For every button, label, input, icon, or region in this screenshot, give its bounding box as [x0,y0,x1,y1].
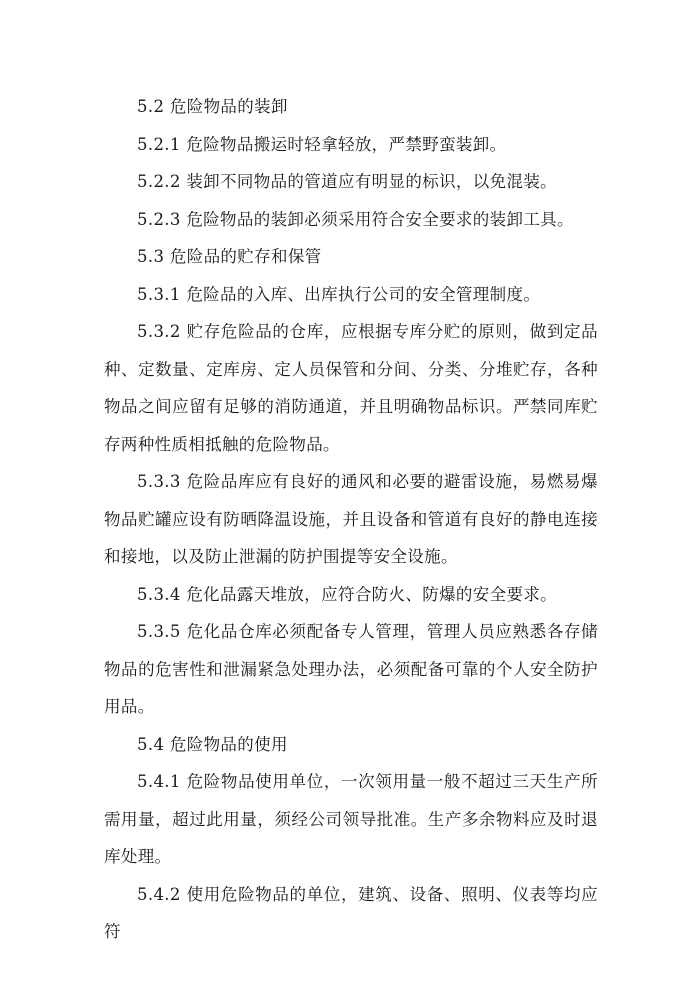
clause-5-3-3: 5.3.3 危险品库应有良好的通风和必要的避雷设施，易燃易爆物品贮罐应设有防晒降温设施，并且设备和管道有良好的静电连接和接地，以及防止泄漏的防护围提等安全设施。 [104,472,598,566]
clause-5-2-3: 5.2.3 危险物品的装卸必须采用符合安全要求的装卸工具。 [137,209,574,229]
clause-5-3-1: 5.3.1 危险品的入库、出库执行公司的安全管理制度。 [137,284,541,304]
clause-5-3-5: 5.3.5 危化品仓库必须配备专人管理，管理人员应熟悉各存储物品的危害性和泄漏紧急处理办法，必须配备可靠的个人安全防护用品。 [104,622,598,716]
section-heading-5-3: 5.3 危险品的贮存和保管 [137,247,322,266]
section-heading-5-2: 5.2 危险物品的装卸 [137,97,288,116]
document-body [104,88,598,951]
clause-5-4-2: 5.4.2 使用危险物品的单位，建筑、设备、照明、仪表等均应符 [104,884,598,941]
clause-5-3-2: 5.3.2 贮存危险品的仓库，应根据专库分贮的原则，做到定品种、定数量、定库房、定人员保管和分间、分类、分堆贮存，各种物品之间应留有足够的消防通道，并且明确物品标识。严禁同库贮存两种性质相抵触的危险物品。 [104,322,598,454]
clause-5-4-1: 5.4.1 危险物品使用单位，一次领用量一般不超过三天生产所需用量，超过此用量，须经公司领导批准。生产多余物料应及时退库处理。 [104,772,598,866]
section-heading-5-4: 5.4 危险物品的使用 [137,734,288,754]
clause-5-2-1: 5.2.1 危险物品搬运时轻拿轻放，严禁野蛮装卸。 [137,134,507,154]
clause-5-2-2: 5.2.2 装卸不同物品的管道应有明显的标识，以免混装。 [137,172,558,191]
clause-5-3-4: 5.3.4 危化品露天堆放，应符合防火、防爆的安全要求。 [137,584,558,604]
